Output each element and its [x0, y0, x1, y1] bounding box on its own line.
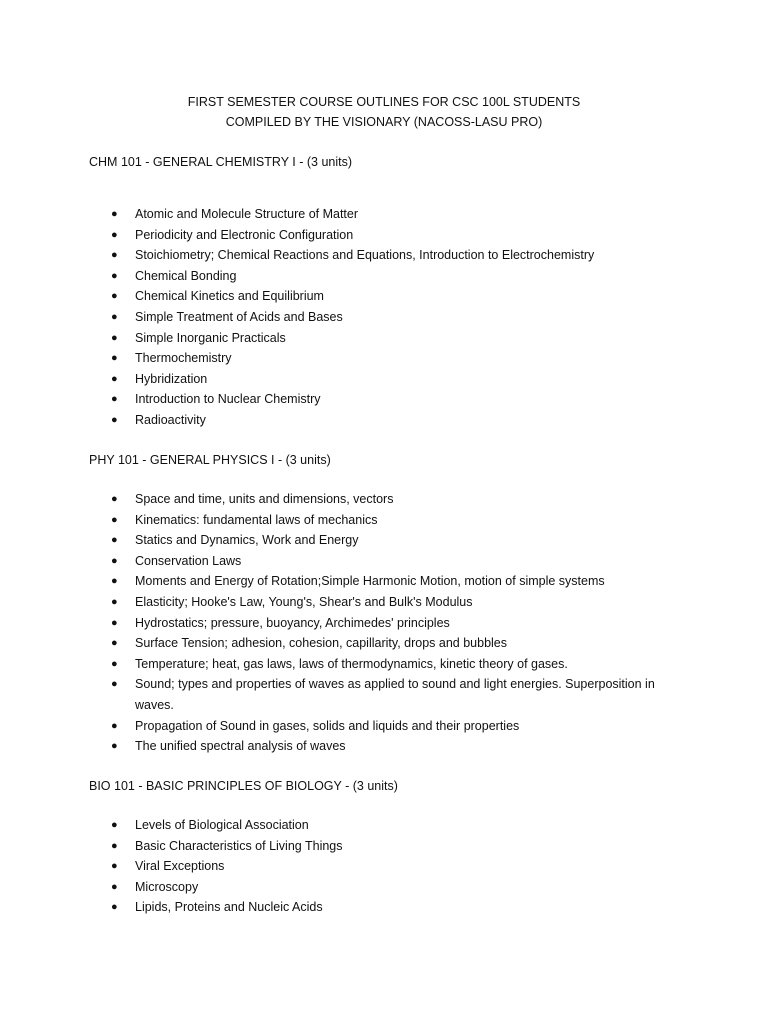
list-item: [111, 613, 686, 634]
list-item: [111, 674, 686, 715]
bullet-icon: ●: [111, 719, 118, 732]
section-heading: PHY 101 - GENERAL PHYSICS I - (3 units): [89, 453, 331, 467]
list-item: [111, 815, 686, 836]
list-item-text: Periodicity and Electronic Configuration: [135, 227, 354, 242]
list-item: [111, 286, 686, 307]
bullet-icon: ●: [111, 269, 118, 282]
bullet-icon: ●: [111, 513, 118, 526]
section-heading: CHM 101 - GENERAL CHEMISTRY I - (3 units): [89, 155, 353, 169]
list-item-text: Hybridization: [135, 371, 208, 386]
list-item: [111, 877, 686, 898]
list-item: [111, 856, 686, 877]
bullet-icon: ●: [111, 616, 118, 629]
bullet-icon: ●: [111, 331, 118, 344]
bullet-icon: ●: [111, 901, 118, 914]
list-item: [111, 510, 686, 531]
list-item-text: Space and time, units and dimensions, vectors: [135, 492, 394, 506]
list-item-text: Atomic and Molecule Structure of Matter: [135, 207, 359, 221]
bullet-icon: ●: [111, 657, 118, 670]
topic-list: [111, 204, 686, 431]
list-item: [111, 551, 686, 572]
section-bio-101: [89, 776, 689, 915]
bullet-icon: ●: [111, 352, 118, 365]
list-item-text: Simple Inorganic Practicals: [135, 330, 286, 345]
list-item: [111, 389, 686, 410]
list-item: [111, 307, 686, 328]
list-item-text: Kinematics: fundamental laws of mechanics: [135, 512, 378, 527]
bullet-icon: ●: [111, 819, 118, 831]
list-item: [111, 592, 686, 613]
list-item-text: Propagation of Sound in gases, solids and liquids and their properties: [135, 718, 520, 733]
list-item: [111, 245, 686, 266]
bullet-icon: ●: [111, 393, 118, 406]
list-item-text: Stoichiometry; Chemical Reactions and Equations, Introduction to Electrochemistry: [135, 248, 595, 263]
list-item-text: Sound; types and properties of waves as applied to sound and light energies. Superposition in waves.: [135, 677, 655, 712]
list-item-text: Levels of Biological Association: [135, 818, 309, 832]
bullet-icon: ●: [111, 860, 118, 873]
list-item: [111, 225, 686, 246]
list-item: [111, 266, 686, 287]
bullet-icon: ●: [111, 534, 118, 547]
topic-list: [111, 489, 686, 757]
bullet-icon: ●: [111, 493, 118, 505]
list-item-text: The unified spectral analysis of waves: [135, 739, 346, 754]
topic-list: [111, 815, 686, 918]
list-item: [111, 654, 686, 675]
list-item-text: Lipids, Proteins and Nucleic Acids: [135, 900, 323, 915]
list-item: [111, 571, 686, 592]
bullet-icon: ●: [111, 678, 118, 691]
list-item: [111, 836, 686, 857]
bullet-icon: ●: [111, 880, 118, 893]
list-item-text: Chemical Bonding: [135, 268, 237, 283]
list-item-text: Introduction to Nuclear Chemistry: [135, 392, 321, 407]
list-item-text: Temperature; heat, gas laws, laws of thermodynamics, kinetic theory of gases.: [135, 656, 568, 671]
list-item-text: Radioactivity: [135, 412, 206, 427]
list-item: [111, 897, 686, 918]
document-title: [0, 92, 768, 132]
bullet-icon: ●: [111, 310, 118, 323]
bullet-icon: ●: [111, 290, 118, 303]
list-item: [111, 369, 686, 390]
list-item-text: Basic Characteristics of Living Things: [135, 838, 343, 853]
list-item-text: Hydrostatics; pressure, buoyancy, Archimedes' principles: [135, 615, 450, 630]
section-phy-101: [89, 450, 689, 754]
list-item-text: Conservation Laws: [135, 553, 242, 568]
bullet-icon: ●: [111, 249, 118, 262]
bullet-icon: ●: [111, 575, 118, 588]
list-item: [111, 736, 686, 757]
list-item-text: Statics and Dynamics, Work and Energy: [135, 533, 359, 548]
list-item-text: Microscopy: [135, 879, 199, 894]
list-item: [111, 489, 686, 510]
bullet-icon: ●: [111, 208, 118, 220]
list-item: [111, 348, 686, 369]
title-line-2: COMPILED BY THE VISIONARY (NACOSS-LASU PRO): [225, 115, 543, 129]
list-item: [111, 716, 686, 737]
bullet-icon: ●: [111, 554, 118, 567]
bullet-icon: ●: [111, 413, 118, 426]
list-item: [111, 328, 686, 349]
list-item: [111, 410, 686, 431]
list-item-text: Simple Treatment of Acids and Bases: [135, 309, 343, 324]
bullet-icon: ●: [111, 372, 118, 385]
list-item: [111, 633, 686, 654]
list-item-text: Thermochemistry: [135, 351, 232, 366]
list-item-text: Viral Exceptions: [135, 859, 225, 874]
list-item-text: Elasticity; Hooke's Law, Young's, Shear's and Bulk's Modulus: [135, 594, 473, 609]
title-line-1: FIRST SEMESTER COURSE OUTLINES FOR CSC 100L STUDENTS: [187, 95, 581, 109]
list-item: [111, 530, 686, 551]
section-heading: BIO 101 - BASIC PRINCIPLES OF BIOLOGY - (3 units): [89, 779, 398, 793]
list-item-text: Surface Tension; adhesion, cohesion, capillarity, drops and bubbles: [135, 636, 507, 651]
bullet-icon: ●: [111, 637, 118, 650]
bullet-icon: ●: [111, 740, 118, 753]
list-item-text: Chemical Kinetics and Equilibrium: [135, 289, 324, 304]
list-item-text: Moments and Energy of Rotation;Simple Harmonic Motion, motion of simple systems: [135, 574, 605, 589]
section-chm-101: [89, 152, 689, 427]
bullet-icon: ●: [111, 595, 118, 608]
bullet-icon: ●: [111, 228, 118, 241]
bullet-icon: ●: [111, 839, 118, 852]
list-item: [111, 204, 686, 225]
